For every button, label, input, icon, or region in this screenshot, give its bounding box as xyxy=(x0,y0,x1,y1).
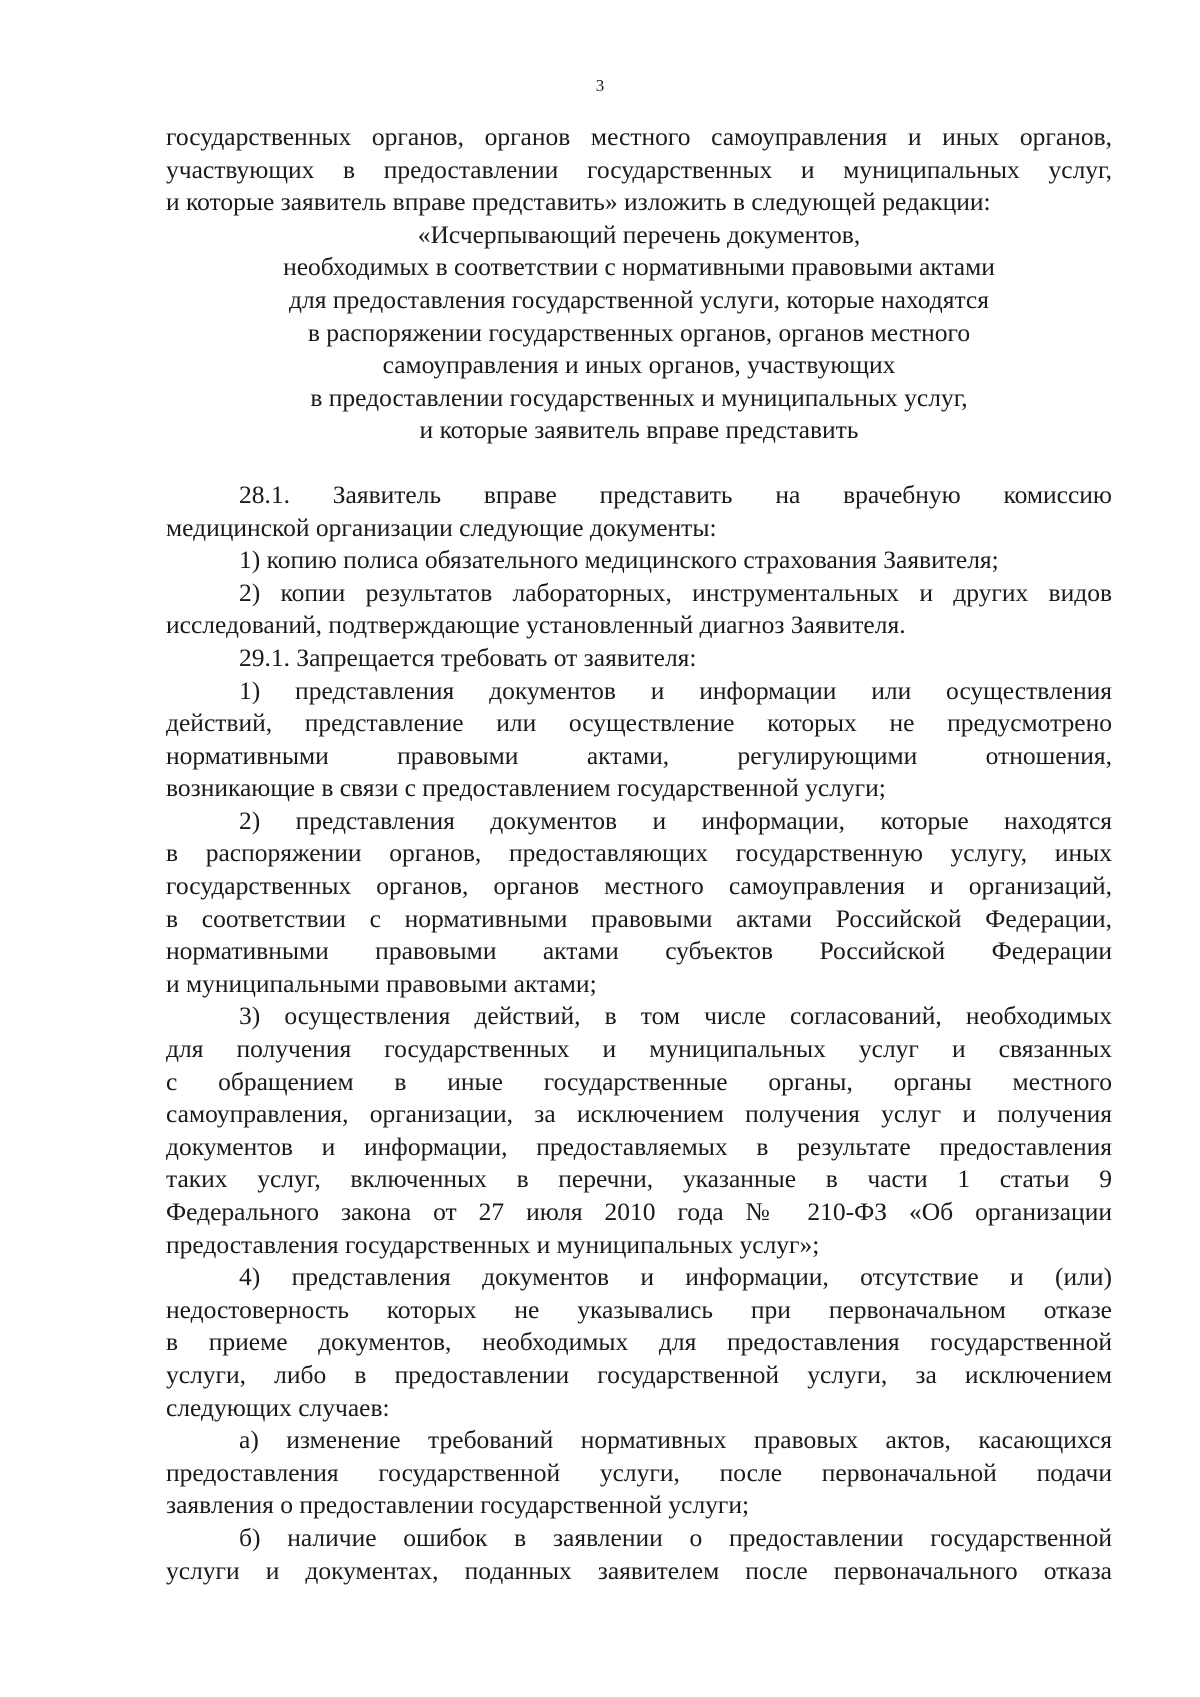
heading-line: самоуправления и иных органов, участвующих xyxy=(382,350,896,380)
page-number: 3 xyxy=(595,76,605,95)
text-line: 4) представления документов и информации, отсутствие и (или) xyxy=(239,1262,1112,1292)
text-line: в соответствии с нормативными правовыми актами Российской Федерации, xyxy=(166,903,1112,933)
section-heading xyxy=(166,219,1112,447)
text-line: 1) копию полиса обязательного медицинского страхования Заявителя; xyxy=(239,545,999,575)
paragraph xyxy=(166,577,1112,642)
text-line: предоставления государственных и муниципальных услуг»; xyxy=(166,1229,820,1259)
text-line: документов и информации, предоставляемых в результате предоставления xyxy=(166,1131,1112,1161)
intro-block xyxy=(166,121,1112,219)
paragraph xyxy=(166,1522,1112,1587)
heading-line: в предоставлении государственных и муниципальных услуг, xyxy=(310,382,968,412)
text-line: самоуправления, организации, за исключением получения услуг и получения xyxy=(166,1099,1112,1129)
text-line: медицинской организации следующие документы: xyxy=(166,512,717,542)
text-line: для получения государственных и муниципальных услуг и связанных xyxy=(166,1034,1112,1064)
text-line: недостоверность которых не указывались при первоначальном отказе xyxy=(166,1294,1112,1324)
heading-line: необходимых в соответствии с нормативными правовыми актами xyxy=(283,252,995,282)
text-line: в распоряжении органов, предоставляющих государственную услугу, иных xyxy=(166,838,1112,868)
text-line: и муниципальными правовыми актами; xyxy=(166,968,597,998)
paragraph xyxy=(166,479,1112,544)
paragraph xyxy=(166,1261,1112,1424)
text-line: предоставления государственной услуги, после первоначальной подачи xyxy=(166,1457,1112,1487)
text-line: государственных органов, органов местного самоуправления и организаций, xyxy=(166,871,1112,901)
text-line: государственных органов, органов местного самоуправления и иных органов, xyxy=(166,122,1112,151)
heading-line: и которые заявитель вправе представить xyxy=(419,415,859,445)
heading-line: в распоряжении государственных органов, органов местного xyxy=(307,317,971,347)
heading-line: для предоставления государственной услуги, которые находятся xyxy=(289,284,989,314)
text-line: в приеме документов, необходимых для предоставления государственной xyxy=(166,1327,1112,1357)
text-line: 29.1. Запрещается требовать от заявителя: xyxy=(239,642,697,672)
text-line: нормативными правовыми актами субъектов Российской Федерации xyxy=(166,936,1112,966)
text-line: а) изменение требований нормативных правовых актов, касающихся xyxy=(239,1425,1112,1455)
paragraphs xyxy=(166,479,1112,1587)
paragraph xyxy=(166,544,1112,577)
document-body xyxy=(166,121,1112,1587)
text-line: участвующих в предоставлении государственных и муниципальных услуг, xyxy=(166,154,1112,184)
text-line: 3) осуществления действий, в том числе согласований, необходимых xyxy=(239,1001,1112,1031)
spacer xyxy=(166,447,1112,479)
text-line: исследований, подтверждающие установленный диагноз Заявителя. xyxy=(166,610,906,640)
text-line: таких услуг, включенных в перечни, указанные в части 1 статьи 9 xyxy=(166,1164,1112,1194)
paragraph xyxy=(166,805,1112,1001)
text-line: услуги, либо в предоставлении государственной услуги, за исключением xyxy=(166,1359,1112,1389)
paragraph xyxy=(166,1424,1112,1522)
heading-line: «Исчерпывающий перечень документов, xyxy=(417,219,861,249)
text-line: услуги и документах, поданных заявителем после первоначального отказа xyxy=(166,1555,1112,1585)
text-line: б) наличие ошибок в заявлении о предоставлении государственной xyxy=(239,1522,1112,1552)
text-line: Федерального закона от 27 июля 2010 года № 210-ФЗ «Об организации xyxy=(166,1197,1112,1226)
text-line: 1) представления документов и информации или осуществления xyxy=(239,675,1112,705)
paragraph xyxy=(166,675,1112,805)
text-line: 2) представления документов и информации, которые находятся xyxy=(239,805,1112,835)
text-line: заявления о предоставлении государственной услуги; xyxy=(166,1490,750,1520)
paragraph xyxy=(166,642,1112,675)
text-line: 2) копии результатов лабораторных, инструментальных и других видов xyxy=(239,577,1112,607)
paragraph xyxy=(166,1000,1112,1261)
text-line: 28.1. Заявитель вправе представить на врачебную комиссию xyxy=(239,479,1112,509)
text-line: возникающие в связи с предоставлением государственной услуги; xyxy=(166,773,886,803)
text-line: с обращением в иные государственные органы, органы местного xyxy=(166,1066,1112,1096)
text-line: и которые заявитель вправе представить» изложить в следующей редакции: xyxy=(166,187,991,217)
text-line: нормативными правовыми актами, регулирующими отношения, xyxy=(166,740,1112,770)
text-line: действий, представление или осуществление которых не предусмотрено xyxy=(166,708,1112,738)
text-line: следующих случаев: xyxy=(166,1392,390,1422)
